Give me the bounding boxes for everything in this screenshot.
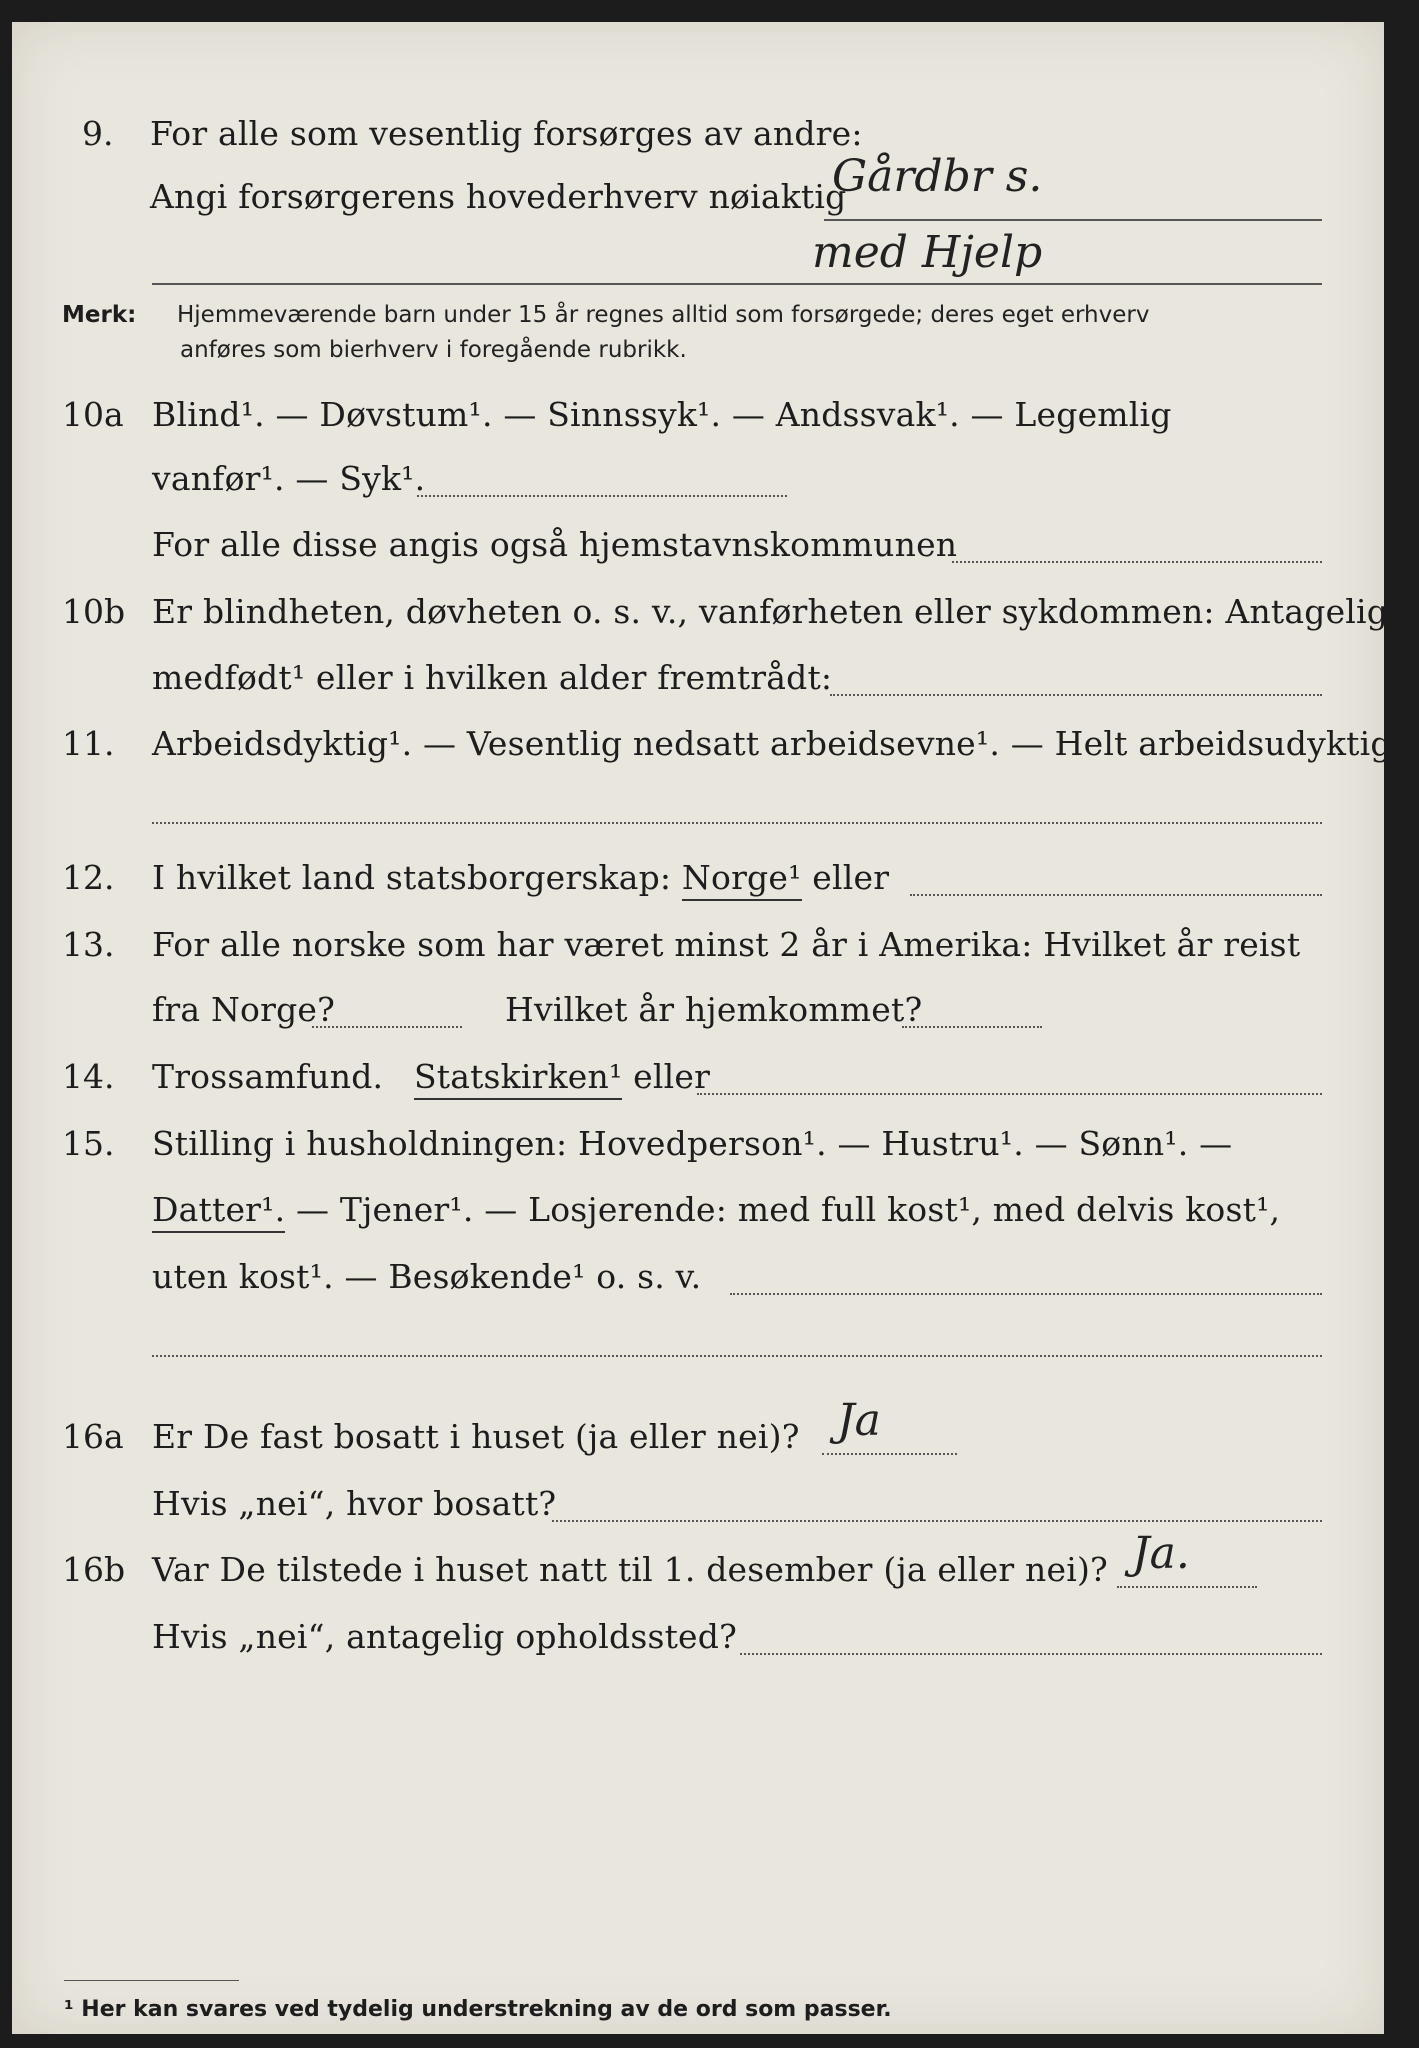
q13-number: 13. bbox=[62, 925, 115, 964]
q12-row bbox=[12, 858, 1384, 908]
q12-text bbox=[152, 858, 889, 897]
q11-number: 11. bbox=[62, 724, 115, 763]
q16a-line-1: Er De fast bosatt i huset (ja eller nei)? bbox=[152, 1417, 800, 1456]
q9-row-1 bbox=[12, 114, 1384, 164]
q10b-row-1 bbox=[12, 592, 1389, 642]
q14-underlined-statskirken: Statskirken¹ bbox=[414, 1057, 622, 1100]
q12-number: 12. bbox=[62, 858, 115, 897]
merk-label: Merk: bbox=[62, 302, 137, 328]
q16a-line-2: Hvis „nei“, hvor bosatt? bbox=[152, 1484, 557, 1523]
footnote-rule bbox=[64, 1980, 239, 1981]
footnote: ¹ Her kan svares ved tydelig understrekning av de ord som passer. bbox=[64, 1997, 892, 2022]
q10b-line-2: medfødt¹ eller i hvilken alder fremtrådt: bbox=[152, 658, 833, 697]
q11-row-1 bbox=[12, 724, 1416, 774]
q13-row-1 bbox=[12, 925, 1384, 975]
q14-suffix: eller bbox=[633, 1057, 711, 1096]
q15-underlined-datter: Datter¹. bbox=[152, 1190, 285, 1233]
q15-line-1: Stilling i husholdningen: Hovedperson¹. — Hustru¹. — Sønn¹. — bbox=[152, 1124, 1233, 1163]
q14-text bbox=[152, 1057, 710, 1096]
q10a-line-1: Blind¹. — Døvstum¹. — Sinnssyk¹. — Andssvak¹. — Legemlig bbox=[152, 395, 1172, 434]
q15-line-2-rest: — Tjener¹. — Losjerende: med full kost¹, med delvis kost¹, bbox=[295, 1190, 1281, 1229]
q15-row-2 bbox=[12, 1190, 1384, 1240]
q10a-row-2 bbox=[12, 459, 1384, 509]
q12-underlined-norge: Norge¹ bbox=[682, 858, 802, 901]
q11-line-1: Arbeidsdyktig¹. — Vesentlig nedsatt arbeidsevne¹. — Helt arbeidsudyktig¹. bbox=[152, 724, 1416, 763]
q10b-row-2 bbox=[12, 658, 1384, 708]
q16a-answer: Ja bbox=[837, 1395, 881, 1446]
q12-suffix: eller bbox=[812, 858, 890, 897]
q15-line-2 bbox=[152, 1190, 1280, 1229]
q9-line-1: For alle som vesentlig forsørges av andre: bbox=[150, 114, 863, 153]
q10b-number: 10b bbox=[62, 592, 126, 631]
q16b-number: 16b bbox=[62, 1550, 126, 1589]
q14-prefix: Trossamfund. bbox=[152, 1057, 384, 1096]
q9-answer-1: Gårdbr s. bbox=[832, 151, 1043, 202]
merk-line-2: anføres som bierhverv i foregående rubrikk. bbox=[180, 337, 687, 363]
q9-line-2: Angi forsørgerens hovederhverv nøiaktig bbox=[150, 177, 847, 216]
census-form-page bbox=[12, 22, 1416, 2034]
q15-line-3: uten kost¹. — Besøkende¹ o. s. v. bbox=[152, 1257, 702, 1296]
q10a-line-2: vanfør¹. — Syk¹. bbox=[152, 459, 426, 498]
q15-row-4 bbox=[12, 1325, 1384, 1375]
q10b-line-1: Er blindheten, døvheten o. s. v., vanførheten eller sykdommen: Antagelig bbox=[152, 592, 1389, 631]
q10a-row-3 bbox=[12, 525, 1384, 575]
q12-prefix: I hvilket land statsborgerskap: bbox=[152, 858, 672, 897]
q13-row-2 bbox=[12, 990, 1384, 1040]
q16b-row-1 bbox=[12, 1528, 1384, 1600]
merk-row-2 bbox=[12, 337, 1384, 387]
q15-row-3 bbox=[12, 1257, 1384, 1307]
q14-number: 14. bbox=[62, 1057, 115, 1096]
q16a-row-1 bbox=[12, 1395, 1384, 1467]
q15-number: 15. bbox=[62, 1124, 115, 1163]
q10a-line-3: For alle disse angis også hjemstavnskommunen bbox=[152, 525, 958, 564]
q9-answer-2: med Hjelp bbox=[812, 227, 1043, 278]
q11-row-2 bbox=[12, 792, 1384, 842]
q14-row bbox=[12, 1057, 1384, 1107]
q9-row-2 bbox=[12, 151, 1384, 227]
q13-line-2b: Hvilket år hjemkommet? bbox=[505, 990, 923, 1029]
q9-row-3 bbox=[12, 227, 1384, 297]
q10a-row-1 bbox=[12, 395, 1384, 445]
q15-row-1 bbox=[12, 1124, 1384, 1174]
q13-line-2a: fra Norge? bbox=[152, 990, 336, 1029]
q16b-row-2 bbox=[12, 1617, 1384, 1667]
q9-number: 9. bbox=[82, 114, 114, 153]
merk-line-1: Hjemmeværende barn under 15 år regnes alltid som forsørgede; deres eget erhverv bbox=[177, 302, 1150, 328]
q16a-row-2 bbox=[12, 1484, 1384, 1534]
q16b-line-1: Var De tilstede i huset natt til 1. desember (ja eller nei)? bbox=[152, 1550, 1108, 1589]
q16b-answer: Ja. bbox=[1132, 1528, 1190, 1579]
q10a-number: 10a bbox=[62, 395, 124, 434]
q16b-line-2: Hvis „nei“, antagelig opholdssted? bbox=[152, 1617, 737, 1656]
q16a-number: 16a bbox=[62, 1417, 124, 1456]
q13-line-1: For alle norske som har været minst 2 år i Amerika: Hvilket år reist bbox=[152, 925, 1301, 964]
